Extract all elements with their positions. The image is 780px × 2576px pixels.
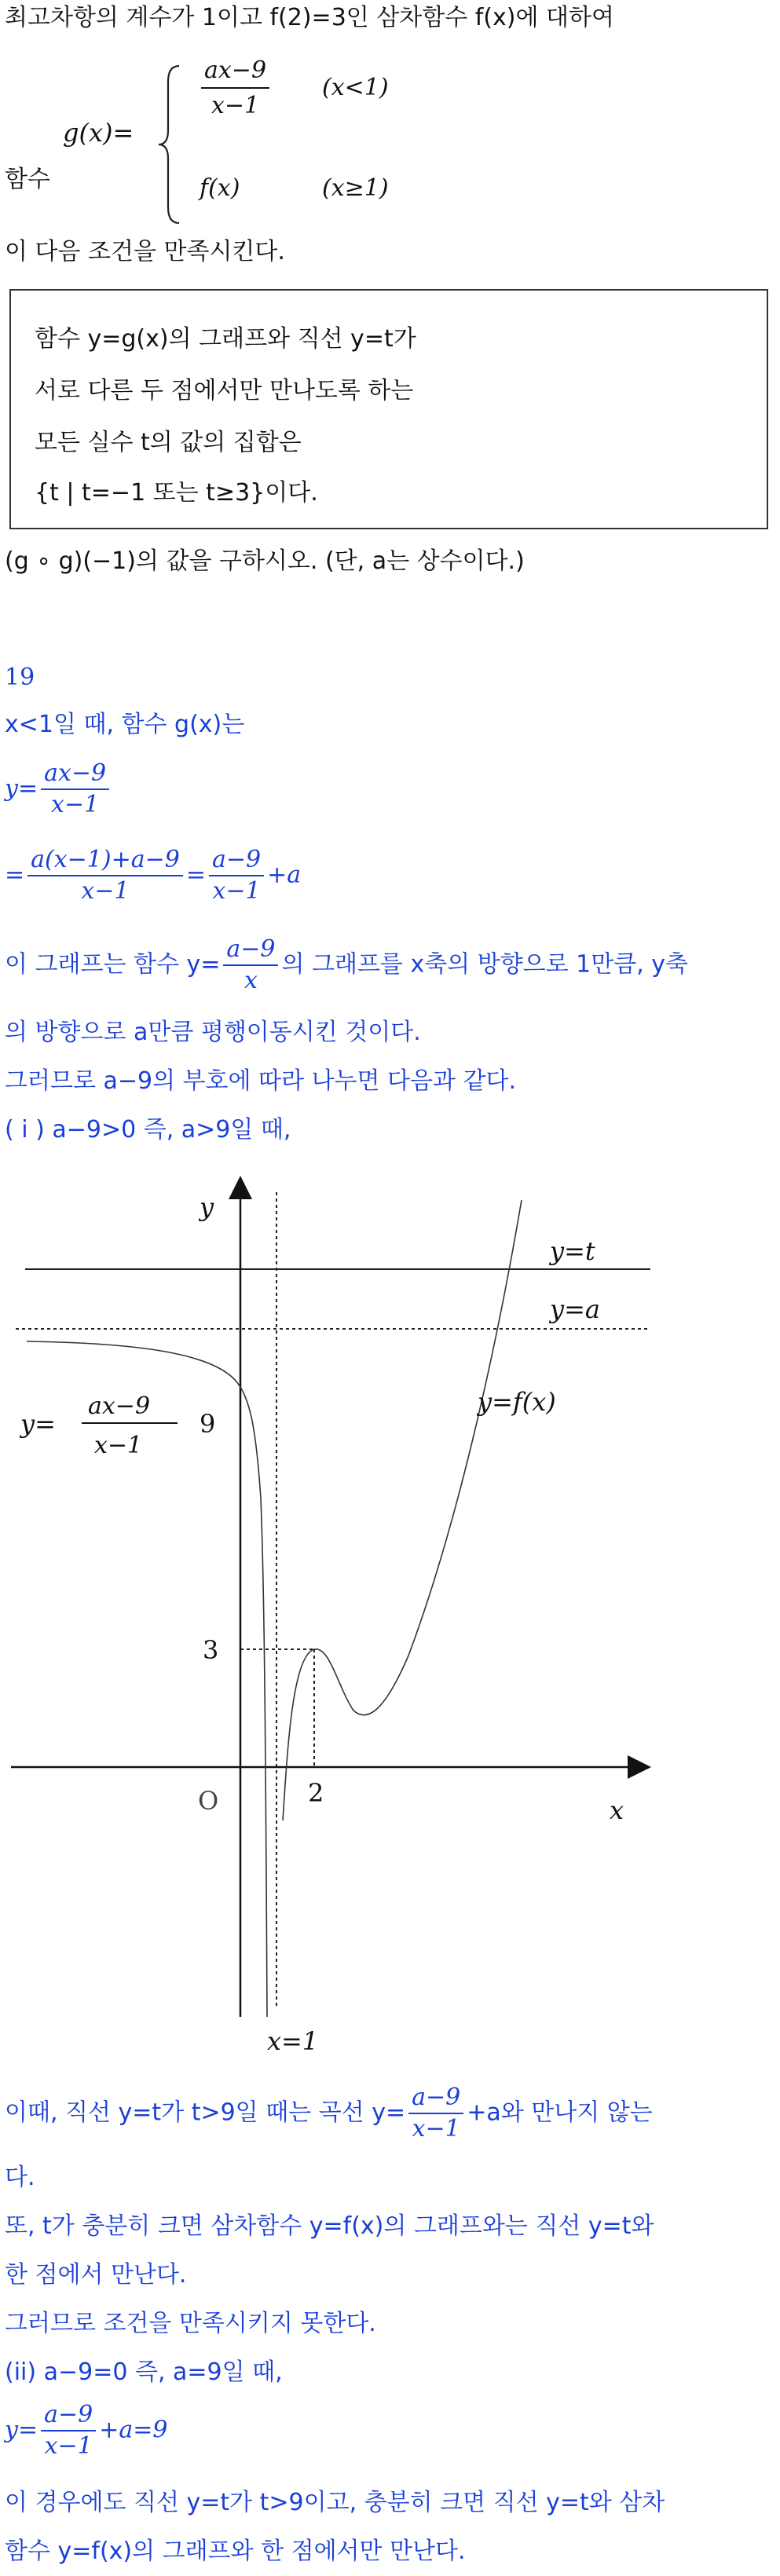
tick-label-9: 9: [200, 1409, 216, 1439]
function-graph: [0, 1169, 780, 2072]
tick-label-2: 2: [308, 1778, 324, 1808]
asymptote-label: x=1: [267, 2026, 319, 2056]
label-y-t: y=t: [550, 1236, 595, 1266]
solution-line-7: ( i ) a−9>0 즉, a>9일 때,: [5, 1116, 291, 1143]
g-label: g(x)=: [63, 118, 134, 148]
solution-line-8: 이때, 직선 y=t가 t>9일 때는 곡선 y= $\frac{a-9}{x-1}$ +a와 만나지 않는: [5, 2084, 653, 2142]
condition-line-4: {t | t=−1 또는 t≥3}이다.: [35, 479, 318, 507]
solution-line-6: 그러므로 a−9의 부호에 따라 나누면 다음과 같다.: [5, 1067, 516, 1095]
solution-line-11: 한 점에서 만난다.: [5, 2261, 187, 2289]
solution-line-13: (ii) a−9=0 즉, a=9일 때,: [5, 2358, 283, 2386]
hamsu-label: 함수: [5, 166, 50, 193]
solution-line-3: = $\frac{a(x-1)+a-9}{x-1}$ = $\frac{a-9}{x-1}$ +a: [5, 846, 302, 905]
case1-fraction: $\frac{ax-9}{x-1}$: [201, 57, 269, 119]
solution-line-2: y= $\frac{ax-9}{x-1}$: [5, 762, 112, 817]
y-axis-label: y: [200, 1192, 214, 1222]
condition-line-3: 모든 실수 t의 값의 집합은: [35, 429, 302, 456]
label-y-g-num: ax−9: [88, 1392, 151, 1420]
condition-box: [9, 289, 768, 529]
solution-line-12: 그러므로 조건을 만족시키지 못한다.: [5, 2310, 376, 2337]
left-brace: [154, 63, 185, 228]
case2-condition: (x≥1): [322, 174, 389, 202]
case1-condition: (x<1): [322, 74, 389, 101]
condition-line-2: 서로 다른 두 점에서만 만나도록 하는: [35, 377, 414, 404]
solution-line-10: 또, t가 충분히 크면 삼차함수 y=f(x)의 그래프와는 직선 y=t와: [5, 2212, 654, 2240]
question-line: (g ∘ g)(−1)의 값을 구하시오. (단, a는 상수이다.): [5, 547, 525, 575]
label-y-fx: y=f(x): [478, 1387, 556, 1417]
solution-line-5: 의 방향으로 a만큼 평행이동시킨 것이다.: [5, 1019, 421, 1046]
solution-number: 19: [5, 664, 35, 691]
curve-f-cubic: [283, 1200, 522, 1820]
problem-line-1: 최고차항의 계수가 1이고 f(2)=3인 삼차함수 f(x)에 대하여: [5, 4, 614, 31]
problem-line-3: 이 다음 조건을 만족시킨다.: [5, 238, 285, 265]
solution-line-9: 다.: [5, 2164, 35, 2191]
solution-line-1: x<1일 때, 함수 g(x)는: [5, 711, 245, 738]
origin-label: O: [198, 1786, 219, 1816]
label-y-g-den: x−1: [94, 1432, 143, 1459]
label-y-a: y=a: [550, 1294, 600, 1324]
case2-expression: f(x): [200, 174, 240, 202]
piecewise-definition: [0, 47, 780, 220]
solution-line-15: 이 경우에도 직선 y=t가 t>9이고, 충분히 크면 직선 y=t와 삼차: [5, 2489, 665, 2516]
solution-line-4: 이 그래프는 함수 y= $\frac{a-9}{x}$ 의 그래프를 x축의 방향으로 1만큼, y축: [5, 935, 688, 994]
curve-g-hyperbola: [27, 1341, 267, 2017]
solution-line-14: y= $\frac{a-9}{x-1}$ +a=9: [5, 2401, 168, 2460]
condition-line-1: 함수 y=g(x)의 그래프와 직선 y=t가: [35, 325, 416, 353]
solution-line-16: 함수 y=f(x)의 그래프와 한 점에서만 만난다.: [5, 2538, 466, 2565]
label-y-g-lhs: y=: [20, 1409, 56, 1439]
tick-label-3: 3: [203, 1635, 219, 1665]
x-axis-label: x: [610, 1795, 624, 1825]
